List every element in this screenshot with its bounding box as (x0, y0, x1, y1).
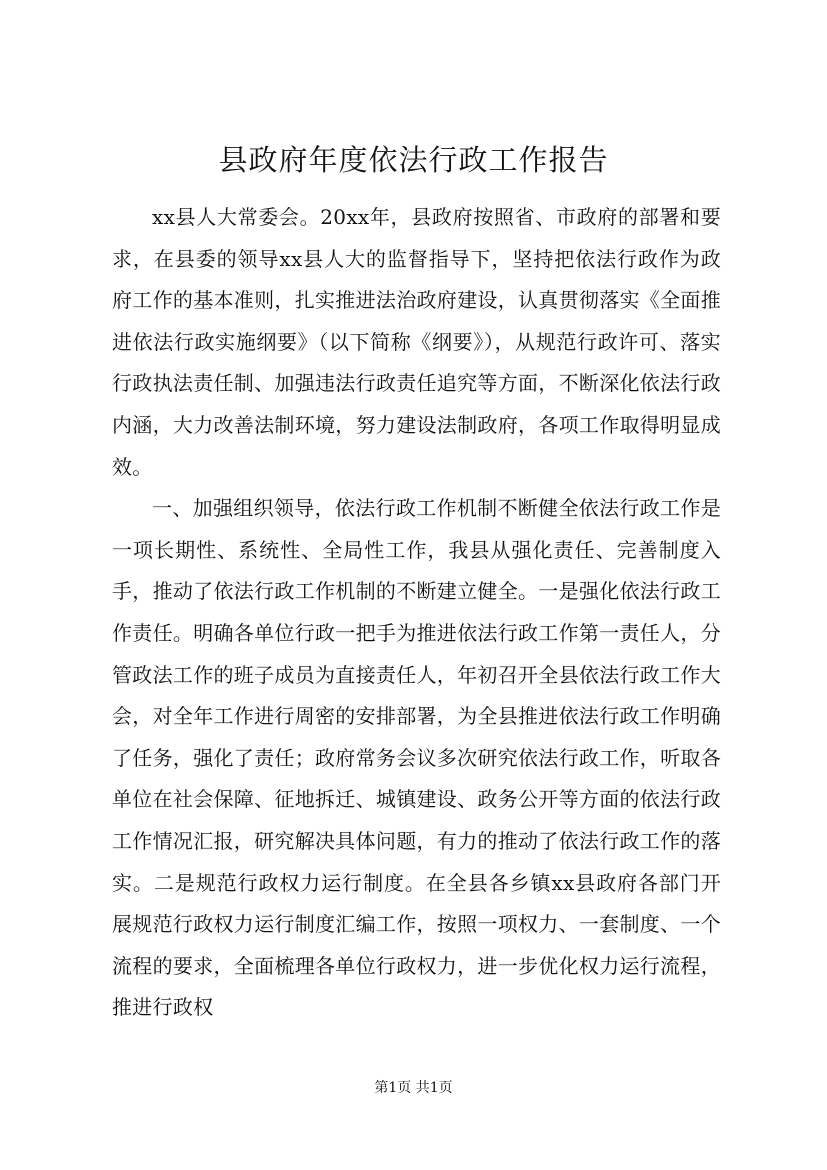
document-title: 县政府年度依法行政工作报告 (218, 143, 609, 177)
paragraph-section-one: 一、加强组织领导，依法行政工作机制不断健全依法行政工作是一项长期性、系统性、全局性工作，我县从强化责任、完善制度入手，推动了依法行政工作机制的不断建立健全。一是强化依法行政工作责任。明确各单位行政一把手为推进依法行政工作第一责任人，分管政法工作的班子成员为直接责任人，年初召开全县依法行政工作大会，对全年工作进行周密的安排部署，为全县推进依法行政工作明确了任务，强化了责任；政府常务会议多次研究依法行政工作，听取各单位在社会保障、征地拆迁、城镇建设、政务公开等方面的依法行政工作情况汇报，研究解决具体问题，有力的推动了依法行政工作的落实。二是规范行政权力运行制度。在全县各乡镇xx县政府各部门开展规范行政权力运行制度汇编工作，按照一项权力、一套制度、一个流程的要求，全面梳理各单位行政权力，进一步优化权力运行流程，推进行政权 (112, 496, 721, 1020)
paragraph-intro: xx县人大常委会。20xx年，县政府按照省、市政府的部署和要求，在县委的领导xx县人大的监督指导下，坚持把依法行政作为政府工作的基本准则，扎实推进法治政府建设，认真贯彻落实《全面推进依法行政实施纲要》（以下简称《纲要》），从规范行政许可、落实行政执法责任制、加强违法行政责任追究等方面，不断深化依法行政内涵，大力改善法制环境，努力建设法制政府，各项工作取得明显成效。 (112, 205, 721, 479)
page-footer: 第1页 共1页 (374, 1080, 453, 1096)
document-body (112, 197, 721, 1029)
